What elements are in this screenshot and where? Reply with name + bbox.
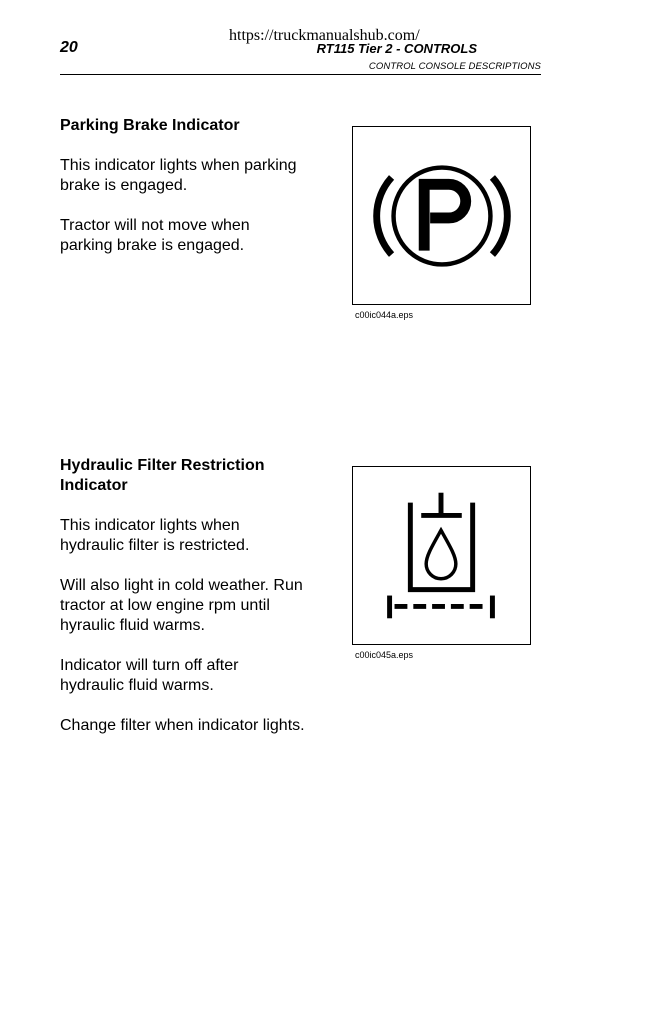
paragraph: Indicator will turn off after hydraulic fluid warms. [60,657,239,694]
figure-parking-brake [352,126,531,305]
figure-caption: c00ic044a.eps [355,310,414,320]
section-heading-hydraulic-filter: Hydraulic Filter Restriction Indicator [60,457,265,494]
paragraph: Tractor will not move when parking brake is engaged. [60,217,250,254]
header-subtitle: CONTROL CONSOLE DESCRIPTIONS [368,61,541,72]
page-number: 20 [60,39,78,56]
section-heading-parking-brake: Parking Brake Indicator [60,117,240,134]
hydraulic-filter-icon [353,467,530,644]
watermark-url: https://truckmanualshub.com/ [229,27,420,44]
paragraph: Change filter when indicator lights. [60,717,305,734]
header-title: RT115 Tier 2 - CONTROLS [316,41,477,56]
paragraph: This indicator lights when hydraulic filter is restricted. [60,517,250,554]
parking-brake-icon [353,127,530,304]
paragraph: Will also light in cold weather. Run tractor at low engine rpm until hyraulic fluid warms. [60,577,303,634]
header-rule [60,74,541,75]
figure-hydraulic-filter [352,466,531,645]
paragraph: This indicator lights when parking brake is engaged. [60,157,297,194]
figure-caption: c00ic045a.eps [355,650,414,660]
